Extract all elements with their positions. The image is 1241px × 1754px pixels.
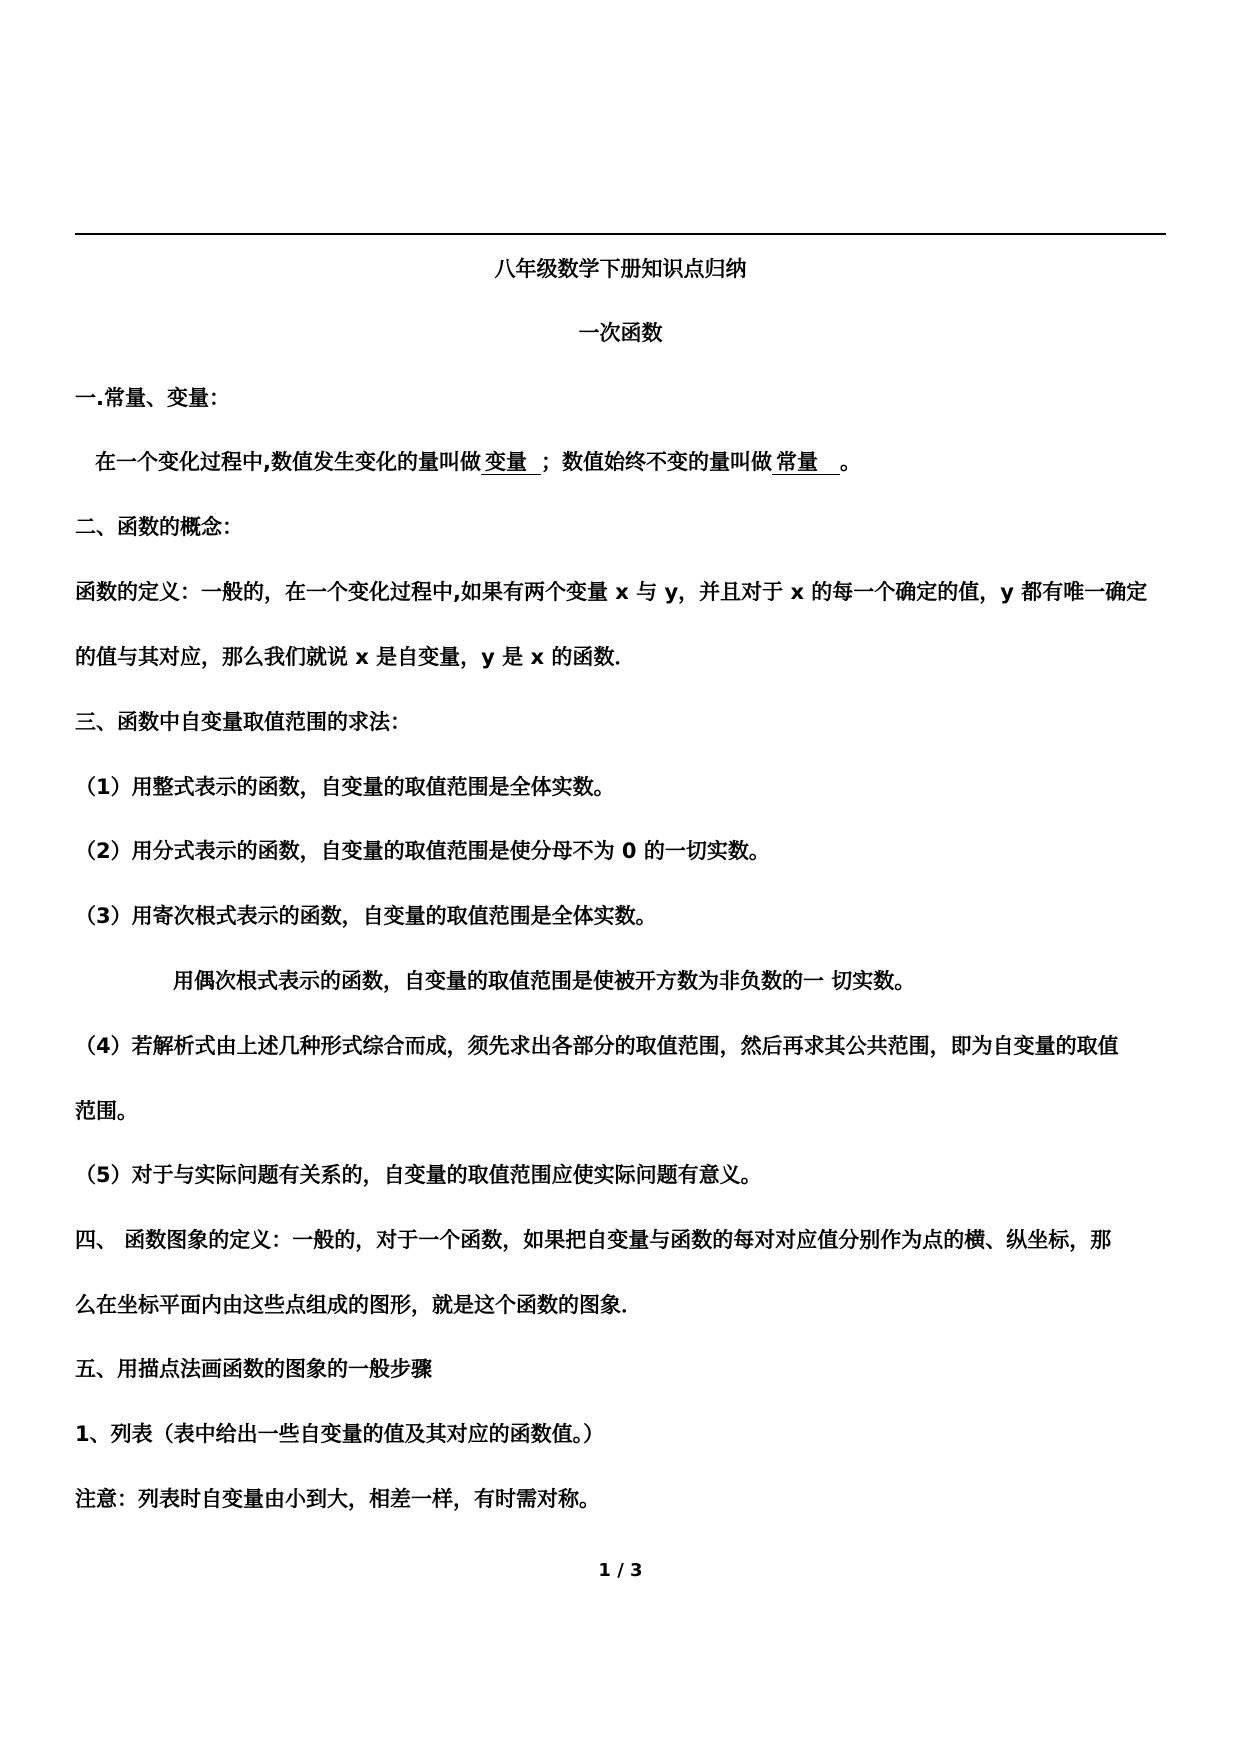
fill-blank-constant: 常量: [772, 450, 840, 475]
section-1-text: [95, 447, 1186, 477]
section-3-item-3: （3）用寄次根式表示的函数，自变量的取值范围是全体实数。: [75, 904, 657, 928]
document-title: 八年级数学下册知识点归纳: [494, 257, 747, 281]
section-3-item-4-line-1: （4）若解析式由上述几种形式综合而成，须先求出各部分的取值范围，然后再求其公共范围，即为自变量的取值: [75, 1034, 1119, 1058]
section-subtitle: 一次函数: [578, 321, 663, 345]
section-5-step-1: 1、列表（表中给出一些自变量的值及其对应的函数值。）: [75, 1422, 605, 1446]
section-2-heading: 二、函数的概念：: [75, 515, 243, 539]
section-3-item-2: （2）用分式表示的函数，自变量的取值范围是使分母不为 0 的一切实数。: [75, 839, 770, 863]
section-2-line-2: 的值与其对应，那么我们就说 x 是自变量，y 是 x 的函数．: [75, 645, 636, 669]
fill-blank-variable: 变量: [481, 450, 541, 475]
section-3-heading: 三、函数中自变量取值范围的求法：: [75, 710, 411, 734]
section-3-item-5: （5）对于与实际问题有关系的，自变量的取值范围应使实际问题有意义。: [75, 1163, 762, 1187]
header-rule: [75, 233, 1166, 235]
section-4-line-1: 四、 函数图象的定义：一般的，对于一个函数，如果把自变量与函数的每对对应值分别作为点的横、纵坐标，那: [75, 1228, 1112, 1252]
page-number: 1 / 3: [598, 1560, 643, 1581]
text-part-c: 。: [839, 450, 861, 474]
section-3-item-3b: 用偶次根式表示的函数，自变量的取值范围是使被开方数为非负数的一 切实数。: [173, 969, 916, 993]
section-2-line-1: 函数的定义：一般的，在一个变化过程中,如果有两个变量 x 与 y，并且对于 x 的每一个确定的值，y 都有唯一确定: [75, 580, 1148, 604]
section-5-heading: 五、用描点法画函数的图象的一般步骤: [75, 1357, 432, 1381]
text-part-b: ；数值始终不变的量叫做: [540, 450, 772, 474]
section-4-line-2: 么在坐标平面内由这些点组成的图形，就是这个函数的图象．: [75, 1293, 642, 1317]
section-5-note: 注意：列表时自变量由小到大，相差一样，有时需对称。: [75, 1487, 600, 1511]
section-3-item-4-line-2: 范围。: [75, 1099, 138, 1123]
section-1-heading: 一.常量、变量：: [75, 386, 230, 410]
text-part-a: 在一个变化过程中,数值发生变化的量叫做: [95, 450, 481, 474]
section-3-item-1: （1）用整式表示的函数，自变量的取值范围是全体实数。: [75, 775, 615, 799]
